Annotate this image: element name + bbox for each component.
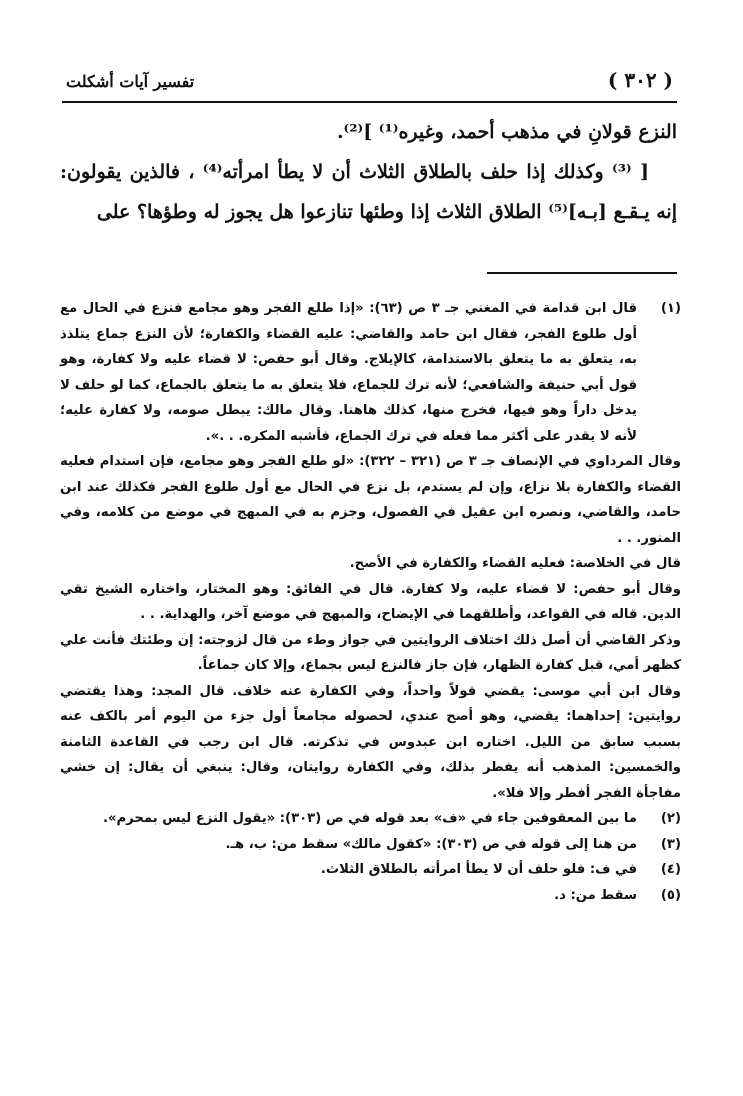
footnote-4 [60, 857, 681, 883]
footnote-text: سقط من: د. [554, 887, 637, 903]
footnote-text: من هنا إلى قوله في ص (٣٠٣): «كقول مالك» سقط من: ب، هـ. [225, 836, 637, 852]
footnote-text: ما بين المعقوفين جاء في «ف» بعد قوله في ص (٣٠٣): «يقول النزع ليس بمحرم». [102, 811, 637, 826]
main-paragraph-2: [ ⁽³⁾ وكذلك إذا حلف بالطلاق الثلاث أن لا يطأ امرأته⁽⁴⁾ ، فالذين يقولون: إنه يـقـع [بـه]⁽⁵⁾ الطلاق الثلاث إذا وطئها تنازعوا هل يجوز له وطؤها؟ على [60, 161, 677, 223]
footnote-1-continuation: وقال ابن أبي موسى: يقضي قولاً واحداً، وفي الكفارة عنه خلاف. قال المجد: وهذا يقتضي روايتين: إحداهما: يقضي، وهو أصح عندي، لحصوله مجامعاً أول جزء من اليوم أمر بالكف عنه بسبب سابق من الليل. اختاره ابن عبدوس في تذكرته. قال ابن رجب في القاعدة الثامنة والخمسين: المذهب أنه يفطر بذلك، وفي الكفارة روايتان، وقال: ينبغي أن يقال: إن خشي مفاجأة الفجر أفطر وإلا فلا». [60, 683, 681, 801]
footnote-number: (٣) [660, 836, 681, 852]
footnote-text: في ف: فلو حلف أن لا يطأ امرأته بالطلاق الثلاث. [320, 862, 637, 877]
footnote-text: قال ابن قدامة في المغني جـ ٣ ص (٦٣): «إذا طلع الفجر وهو مجامع فنزع في الحال مع أول طلوع الفجر، فقال ابن حامد والقاضي: عليه القضاء والكفارة؛ لأن النزع جماع يتلذذ به، يتعلق به ما يتعلق بالاستدامة، كالإيلاج. وقال أبو حفص: لا قضاء عليه ولا كفارة، وهو قول أبي حنيفة والشافعي؛ لأنه ترك للجماع، فلا يتعلق به ما يتعلق بالجماع، كما لو حلف لا يدخل داراً وهو فيها، فخرج منها، كذلك هاهنا. وقال مالك: يبطل صومه، ولا كفارة عليه؛ لأنه لا يقدر على أكثر مما فعله في ترك الجماع، فأشبه المكره. . .». [60, 301, 637, 444]
footnote-1-continuation: وقال المرداوي في الإنصاف جـ ٣ ص (٣٢١ – ٣٢٢): «لو طلع الفجر وهو مجامع، فإن استدام فعليه القضاء والكفارة بلا نزاع، وإن لم يستدم، بل نزع في الحال مع أول طلوع الفجر فكذلك عند ابن حامد، والقاضي، ونصره ابن عقيل في الفصول، وجزم به في المبهج في موضع من كلامه، وفي المنور. . . [60, 454, 681, 546]
page-header [62, 64, 677, 98]
running-title: تفسير آيات أشكلت [66, 72, 195, 91]
page-number: ( ٣٠٢ ) [607, 68, 673, 92]
footnote-2 [60, 806, 681, 832]
footnote-number: (٢) [660, 811, 681, 826]
footnote-1 [60, 296, 681, 449]
footnote-rule [487, 272, 677, 274]
footnote-number: (٥) [660, 887, 681, 903]
main-line-1: النزع قولانِ في مذهب أحمد، وغيره⁽¹⁾ ]⁽²⁾. [336, 121, 677, 143]
header-rule [62, 101, 677, 103]
footnote-number: (٤) [660, 862, 681, 877]
footnote-1-continuation: قال في الخلاصة: فعليه القضاء والكفارة في الأصح. [349, 556, 681, 571]
footnotes [60, 296, 681, 908]
footnote-1-continuation: وقال أبو حفص: لا قضاء عليه، ولا كفارة. قال في الفائق: وهو المختار، واختاره الشيخ تقي الدين. قاله في القواعد، وأطلقهما في الإيضاح، والمبهج في موضع آخر، والهداية. . . [60, 581, 681, 622]
footnote-5 [60, 883, 681, 909]
footnote-1-continuation: وذكر القاضي أن أصل ذلك اختلاف الروايتين في جواز وطء من قال لزوجته: إن وطئتك فأنت علي كظهر أمي، قبل كفارة الظهار، فإن جاز فالنزع ليس بجماع، وإلا كان جماعاً. [60, 632, 681, 673]
footnote-number: (١) [660, 301, 681, 316]
footnote-3 [60, 832, 681, 858]
main-text [60, 112, 677, 232]
